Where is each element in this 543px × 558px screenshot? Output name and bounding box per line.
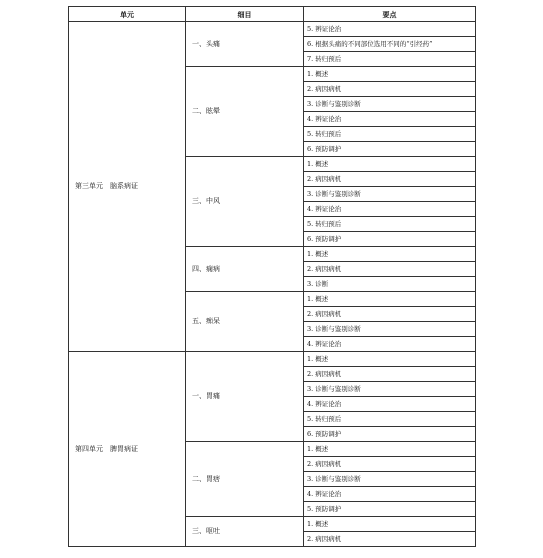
point-text: 1. 概述 — [304, 247, 476, 262]
point-text: 2. 病因病机 — [304, 82, 476, 97]
point-text: 5. 转归预后 — [304, 217, 476, 232]
point-text: 1. 概述 — [304, 67, 476, 82]
unit-title: 第四单元 脾胃病证 — [69, 352, 186, 547]
point-text: 6. 预防调护 — [304, 232, 476, 247]
header-item: 细目 — [186, 7, 304, 22]
item-label: 二、眩晕 — [186, 67, 304, 157]
point-text: 6. 根据头痛的不同部位选用不同的“引经药” — [304, 37, 476, 52]
point-text: 2. 病因病机 — [304, 262, 476, 277]
syllabus-table — [68, 6, 476, 547]
point-text: 2. 病因病机 — [304, 172, 476, 187]
item-label: 一、头痛 — [186, 22, 304, 67]
point-text: 1. 概述 — [304, 517, 476, 532]
header-unit: 单元 — [69, 7, 186, 22]
table-body — [69, 22, 476, 547]
point-text: 1. 概述 — [304, 292, 476, 307]
point-text: 2. 病因病机 — [304, 367, 476, 382]
point-text: 3. 诊断与鉴别诊断 — [304, 187, 476, 202]
table-row — [69, 22, 476, 37]
point-text: 4. 辨证论治 — [304, 202, 476, 217]
point-text: 4. 辨证论治 — [304, 337, 476, 352]
point-text: 6. 预防调护 — [304, 427, 476, 442]
item-label: 四、痫病 — [186, 247, 304, 292]
point-text: 1. 概述 — [304, 442, 476, 457]
point-text: 4. 辨证论治 — [304, 112, 476, 127]
item-label: 一、胃痛 — [186, 352, 304, 442]
point-text: 5. 转归预后 — [304, 412, 476, 427]
unit-title: 第三单元 脑系病证 — [69, 22, 186, 352]
point-text: 7. 转归预后 — [304, 52, 476, 67]
header-row — [69, 7, 476, 22]
point-text: 6. 预防调护 — [304, 142, 476, 157]
item-label: 三、中风 — [186, 157, 304, 247]
header-points: 要点 — [304, 7, 476, 22]
table-row — [69, 352, 476, 367]
point-text: 4. 辨证论治 — [304, 397, 476, 412]
point-text: 2. 病因病机 — [304, 532, 476, 547]
point-text: 1. 概述 — [304, 352, 476, 367]
point-text: 5. 转归预后 — [304, 127, 476, 142]
item-label: 二、胃痞 — [186, 442, 304, 517]
point-text: 3. 诊断与鉴别诊断 — [304, 472, 476, 487]
point-text: 3. 诊断与鉴别诊断 — [304, 322, 476, 337]
item-label: 三、呕吐 — [186, 517, 304, 547]
point-text: 3. 诊断 — [304, 277, 476, 292]
point-text: 3. 诊断与鉴别诊断 — [304, 382, 476, 397]
point-text: 5. 辨证论治 — [304, 22, 476, 37]
item-label: 五、痴呆 — [186, 292, 304, 352]
point-text: 2. 病因病机 — [304, 307, 476, 322]
point-text: 1. 概述 — [304, 157, 476, 172]
point-text: 3. 诊断与鉴别诊断 — [304, 97, 476, 112]
point-text: 4. 辨证论治 — [304, 487, 476, 502]
point-text: 2. 病因病机 — [304, 457, 476, 472]
point-text: 5. 预防调护 — [304, 502, 476, 517]
